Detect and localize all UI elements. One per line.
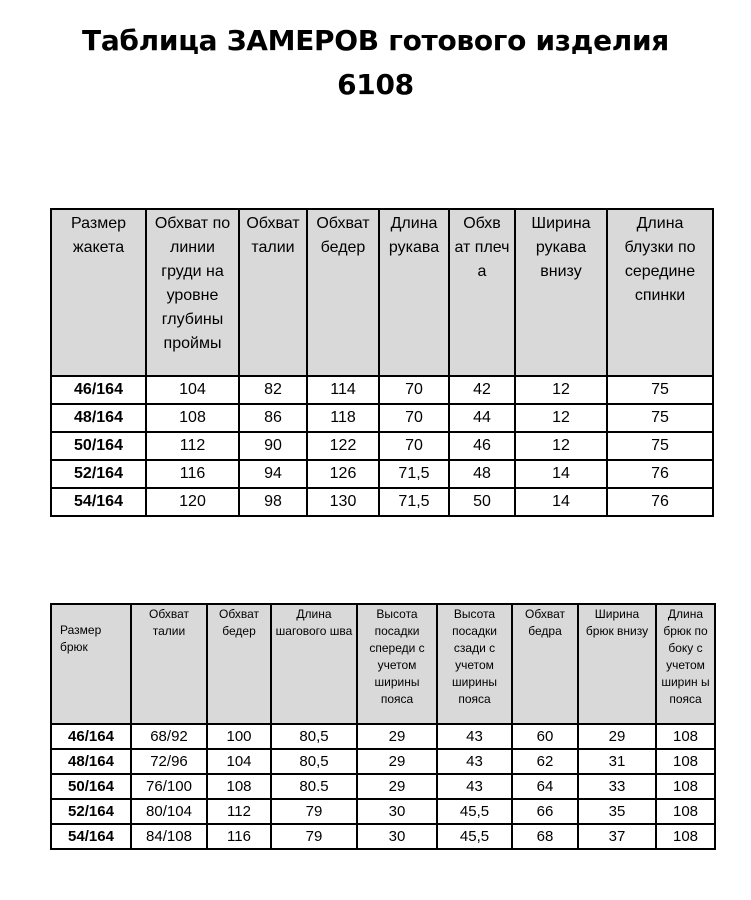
size-cell: 52/164 [51,799,131,824]
table-cell: 14 [515,488,607,516]
table-cell: 126 [307,460,379,488]
header-cell [357,604,437,724]
table-cell: 29 [357,774,437,799]
header-text: Длина блузки по середине спинки [624,215,696,304]
size-cell: 50/164 [51,774,131,799]
header-text: Обхват талии [149,607,189,638]
table-cell: 80/104 [131,799,207,824]
header-text: Размер жакета [71,215,126,256]
header-cell [239,209,307,376]
table-cell: 104 [207,749,271,774]
table-cell: 70 [379,432,449,460]
trousers-measurements-table [50,603,716,850]
table-cell: 80.5 [271,774,357,799]
header-text: Ширина брюк внизу [585,607,649,638]
table-row [51,404,713,432]
table-cell: 104 [146,376,239,404]
table-cell: 80,5 [271,749,357,774]
table-row [51,724,715,749]
table-cell: 68/92 [131,724,207,749]
header-cell [437,604,512,724]
trousers-header-row [51,604,715,724]
header-cell [307,209,379,376]
size-cell: 46/164 [51,724,131,749]
table-cell: 75 [607,404,713,432]
table-cell: 79 [271,799,357,824]
size-cell: 50/164 [51,432,146,460]
header-text: Ширина рукава внизу [531,215,591,280]
table-cell: 62 [512,749,578,774]
header-text: Длина шагового шва [275,607,353,638]
header-cell [51,604,131,724]
table-cell: 12 [515,376,607,404]
header-text: Обхват бедер [219,607,259,638]
table-cell: 72/96 [131,749,207,774]
header-cell [131,604,207,724]
table-cell: 86 [239,404,307,432]
table-cell: 108 [656,799,715,824]
table-cell: 120 [146,488,239,516]
table-cell: 122 [307,432,379,460]
table-cell: 66 [512,799,578,824]
table-cell: 100 [207,724,271,749]
table-cell: 116 [207,824,271,849]
table-cell: 84/108 [131,824,207,849]
table-cell: 76 [607,488,713,516]
table-cell: 79 [271,824,357,849]
table-cell: 130 [307,488,379,516]
table-cell: 46 [449,432,515,460]
size-cell: 46/164 [51,376,146,404]
table-cell: 45,5 [437,799,512,824]
table-cell: 29 [357,724,437,749]
table-cell: 50 [449,488,515,516]
table-cell: 30 [357,824,437,849]
header-cell [656,604,715,724]
table-cell: 43 [437,724,512,749]
table-cell: 60 [512,724,578,749]
table-cell: 29 [578,724,656,749]
table-cell: 114 [307,376,379,404]
table-cell: 43 [437,749,512,774]
header-cell [379,209,449,376]
jacket-header-row [51,209,713,376]
table-cell: 33 [578,774,656,799]
table-cell: 42 [449,376,515,404]
header-text: Длина брюк по боку с учетом ширин ы пояса [661,607,710,706]
header-cell [271,604,357,724]
header-cell [51,209,146,376]
table-cell: 45,5 [437,824,512,849]
table-cell: 12 [515,404,607,432]
table-row [51,749,715,774]
table-cell: 31 [578,749,656,774]
table-cell: 80,5 [271,724,357,749]
table-cell: 108 [146,404,239,432]
table-cell: 12 [515,432,607,460]
table-cell: 70 [379,376,449,404]
header-cell [515,209,607,376]
table-row [51,774,715,799]
table-cell: 108 [656,724,715,749]
table-cell: 48 [449,460,515,488]
table-cell: 44 [449,404,515,432]
table-cell: 82 [239,376,307,404]
header-cell [449,209,515,376]
table-row [51,460,713,488]
table-row [51,432,713,460]
table-row [51,488,713,516]
table-cell: 94 [239,460,307,488]
table-cell: 30 [357,799,437,824]
header-text: Обхват талии [246,215,300,256]
size-cell: 52/164 [51,460,146,488]
header-text: Обхват бедра [525,607,565,638]
table-row [51,799,715,824]
size-cell: 48/164 [51,749,131,774]
table-row [51,376,713,404]
table-cell: 75 [607,376,713,404]
table-cell: 71,5 [379,460,449,488]
table-cell: 68 [512,824,578,849]
table-cell: 71,5 [379,488,449,516]
table-cell: 90 [239,432,307,460]
table-cell: 108 [207,774,271,799]
table-cell: 37 [578,824,656,849]
header-cell [607,209,713,376]
table-cell: 14 [515,460,607,488]
header-text: Высота посадки спереди с учетом ширины пояса [369,607,425,706]
table-cell: 112 [207,799,271,824]
table-cell: 70 [379,404,449,432]
table-cell: 118 [307,404,379,432]
document-title: Таблица ЗАМЕРОВ готового изделия [82,24,669,57]
table-cell: 43 [437,774,512,799]
table-cell: 76/100 [131,774,207,799]
table-cell: 76 [607,460,713,488]
size-cell: 54/164 [51,824,131,849]
header-text: Размер брюк [60,623,102,654]
table-cell: 116 [146,460,239,488]
header-text: Обхв ат плеч а [454,215,510,280]
table-cell: 35 [578,799,656,824]
header-cell [146,209,239,376]
table-cell: 75 [607,432,713,460]
header-cell [512,604,578,724]
table-cell: 29 [357,749,437,774]
size-cell: 54/164 [51,488,146,516]
table-cell: 108 [656,774,715,799]
table-cell: 64 [512,774,578,799]
product-code: 6108 [337,68,414,101]
header-text: Высота посадки сзади с учетом ширины пояса [452,607,497,706]
table-row [51,824,715,849]
table-cell: 108 [656,749,715,774]
table-cell: 112 [146,432,239,460]
size-cell: 48/164 [51,404,146,432]
header-text: Обхват бедер [316,215,370,256]
header-text: Обхват по линии груди на уровне глубины проймы [154,215,231,352]
table-cell: 98 [239,488,307,516]
header-cell [207,604,271,724]
table-cell: 108 [656,824,715,849]
jacket-measurements-table [50,208,714,517]
header-cell [578,604,656,724]
header-text: Длина рукава [388,215,440,256]
